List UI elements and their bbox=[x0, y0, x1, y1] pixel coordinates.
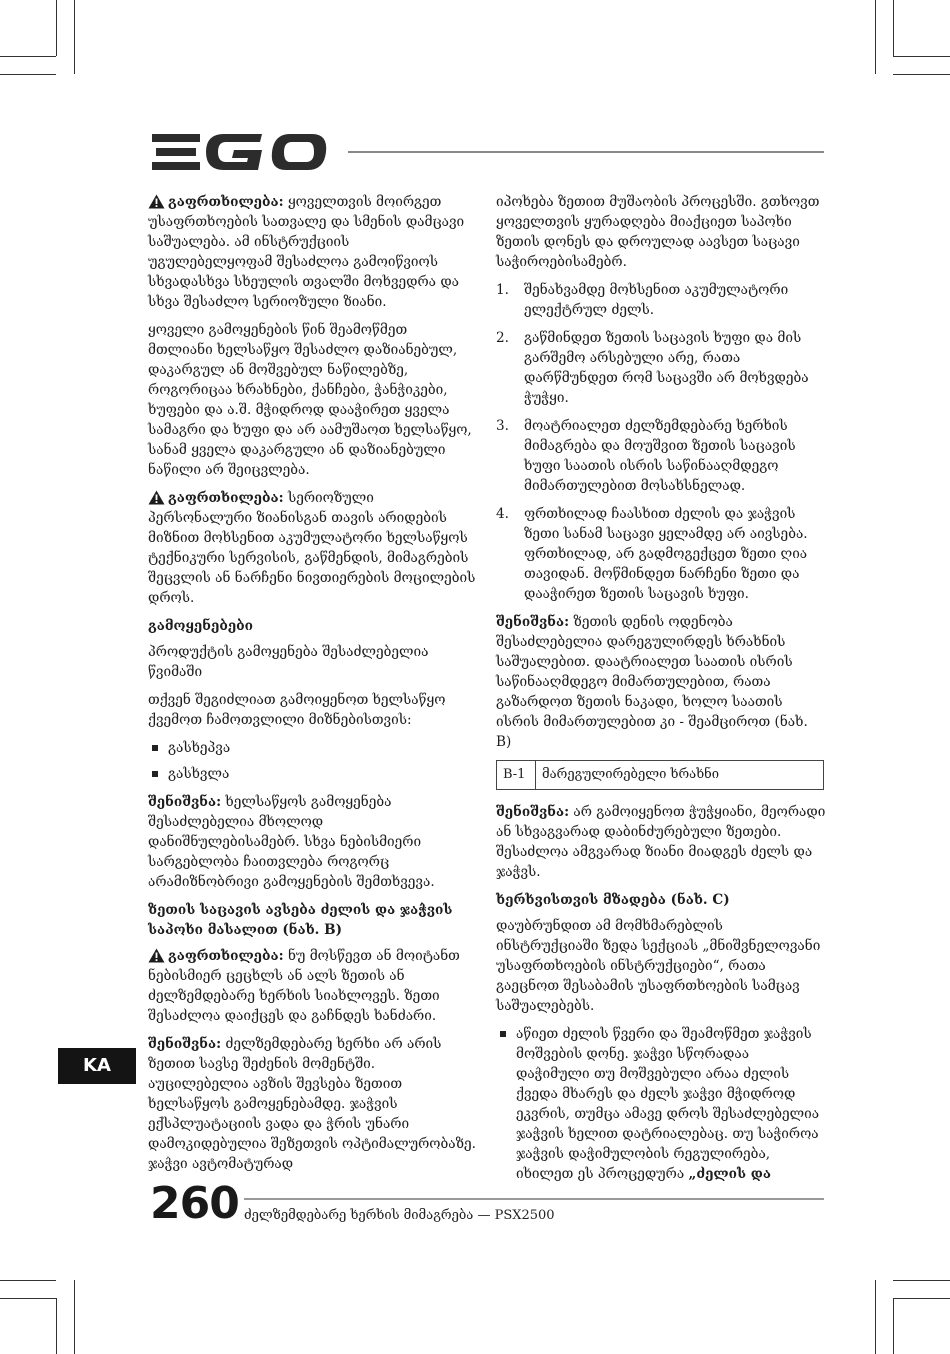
header-rule bbox=[348, 151, 824, 153]
warning-label: გაფრთხილება: bbox=[168, 194, 284, 210]
uses-paragraph: პროდუქტის გამოყენება შესაძლებელია წვიმაში bbox=[148, 644, 429, 680]
note-text: ზეთის დენის ოდენობა შესაძლებელია დარეგულირდეს ხრახნის საშუალებით. დაატრიალეთ საათის ისრის საწინააღმდეგო მიმართულებით, რათა გაზარდოთ ზეთის ნაკადი, ხოლო საათის ისრის მიმართულებით კი - შეამციროთ (ნახ. B) bbox=[496, 614, 808, 750]
prep-paragraph: დაუბრუნდით ამ მომხმარებლის ინსტრუქციაში ზედა სექციას „მნიშვნელოვანი უსაფრთხოების ინსტრუქციები“, რათა გაეცნოთ შესაბამის უსაფრთხოების სამცავ საშუალებებს. bbox=[496, 918, 821, 1014]
reference-label: მარეგულირებელი ხრახნი bbox=[536, 761, 824, 790]
logo-e-bar bbox=[156, 148, 196, 156]
note-label: შენიშვნა: bbox=[148, 1036, 222, 1052]
warning-icon bbox=[148, 194, 165, 209]
crop-mark bbox=[56, 1298, 57, 1354]
note-label: შენიშვნა: bbox=[496, 804, 570, 820]
page-number: 260 bbox=[150, 1178, 239, 1229]
ego-logo bbox=[150, 132, 330, 172]
warning-label: გაფრთხილება: bbox=[168, 948, 284, 964]
step-item bbox=[496, 280, 826, 320]
logo-e-bar bbox=[152, 162, 200, 170]
steps-list bbox=[496, 280, 826, 604]
logo-o bbox=[272, 134, 326, 170]
warning-text: ყოველთვის მოირგეთ უსაფრთხოების სათვალე და სმენის დამცავი საშუალება. ამ ინსტრუქციის უგულებელყოფამ შესაძლოა გამოიწვიოს სხვადასხვა სხეულის თვალში მოხვედრა და სხვა შესაძლო სერიოზული ზიანი. bbox=[148, 194, 465, 310]
note-paragraph bbox=[496, 802, 826, 882]
note-paragraph bbox=[148, 792, 476, 892]
warning-icon bbox=[148, 948, 165, 963]
prep-item-text: აწიეთ ძელის წვერი და შეამოწმეთ ჯაჭვის მოშვების დონე. ჯაჭვი სწორადაა დაჭიმული თუ მოშვებული არაა ძელის ქვედა მხარეს და ძელს ჯაჭვი მჭიდროდ ეკვრის, თუმცა ამავე დროს შესაძლებელია ჯაჭვის ხელით დატრიალებაც. თუ საჭიროა ჯაჭვის დაჭიმულობის რეგულირება, იხილეთ ეს პროცედურა bbox=[516, 1026, 820, 1182]
note-text: არ გამოიყენოთ ჭუჭყიანი, მეორადი ან სხვაგვარად დაბინძურებული ზეთები. შესაძლოა ამგვარად ზიანი მიადგეს ძელს და ჯაჭვს. bbox=[496, 804, 826, 880]
inspection-paragraph: ყოველი გამოყენების წინ შეამოწმეთ მთლიანი ხელსაწყო შესაძლო დაზიანებულ, დაკარგულ ან მოშვებულ ნაწილებზე, როგორიცაა ხრახნები, ქანჩები, ჭანჭიკები, ხუფები და ა.შ. მჭიდროდ დააჭირეთ ყველა სამაგრი და ხუფი და არ აამუშაოთ ხელსაწყო, სანამ ყველა დაკარგული ან დაზიანებული ნაწილი არ შეიცვლება. bbox=[148, 322, 472, 478]
crop-mark bbox=[0, 74, 56, 75]
table-row bbox=[497, 761, 824, 790]
note-text: ძელზემდებარე ხერხი არ არის ზეთით სავსე შეძენის მომენტში. აუცილებელია ავზის შევსება ზეთით ხელსაწყოს გამოყენებამდე. ჯაჭვის ექსპლუატაციის ვადა და ჭრის უნარი დამოკიდებულია შეზეთვის ოპტიმალურობაზე. ჯაჭვი ავტომატურად bbox=[148, 1036, 476, 1172]
crop-mark bbox=[893, 1280, 950, 1281]
crop-mark bbox=[875, 1280, 876, 1354]
crop-mark bbox=[893, 1298, 950, 1299]
warning-icon bbox=[148, 490, 165, 505]
note-paragraph bbox=[496, 612, 826, 752]
left-column bbox=[148, 192, 476, 1182]
uses-heading: გამოყენებები bbox=[148, 618, 254, 634]
step-text: შენახვამდე მოხსენით აკუმულატორი ელექტრულ ძელს. bbox=[524, 282, 789, 318]
prep-heading: ხერხვისთვის მზადება (ნახ. C) bbox=[496, 892, 730, 908]
step-item bbox=[496, 328, 826, 408]
intro-paragraph: იპოხება ზეთით მუშაობის პროცესში. გთხოვთ ყოველთვის ყურადღება მიაქციეთ საპოხი ზეთის დონეს და დროულად აავსეთ საცავი საჭიროებისამებრ. bbox=[496, 194, 820, 270]
note-label: შენიშვნა: bbox=[148, 794, 222, 810]
crop-mark bbox=[893, 1298, 894, 1354]
step-text: გაწმინდეთ ზეთის საცავის ხუფი და მის გარშემო არსებული არე, რათა დარწმუნდეთ რომ საცავში არ მოხვდება ჭუჭყი. bbox=[524, 330, 809, 406]
footer-text: ძელზემდებარე ხერხის მიმაგრება — PSX2500 bbox=[244, 1208, 555, 1223]
crop-mark bbox=[56, 0, 57, 56]
note-text: ხელსაწყოს გამოყენება შესაძლებელია მხოლოდ დანიშნულებისამებრ. სხვა ნებისმიერი სარგებლობა ჩაითვლება როგორც არამიზნობრივი გამოყენების შემთხვევა. bbox=[148, 794, 435, 890]
step-text: მოატრიალეთ ძელზემდებარე ხერხის მიმაგრება და მოუშვით ზეთის საცავის ხუფი საათის ისრის საწინააღმდეგო მიმართულებით მოსახსნელად. bbox=[524, 418, 796, 494]
warning-label: გაფრთხილება: bbox=[168, 490, 284, 506]
list-item: გასხვლა bbox=[148, 764, 476, 784]
note-label: შენიშვნა: bbox=[496, 614, 570, 630]
prep-item-bold: „ძელის და bbox=[688, 1166, 771, 1182]
crop-mark bbox=[74, 1280, 75, 1354]
crop-mark bbox=[74, 0, 75, 74]
crop-mark bbox=[893, 0, 894, 56]
list-item bbox=[496, 1024, 826, 1184]
oil-heading: ზეთის საცავის ავსება ძელის და ჯაჭვის საპოხი მასალით (ნახ. B) bbox=[148, 902, 453, 938]
step-number: 1. bbox=[496, 282, 509, 298]
warning-paragraph bbox=[148, 192, 476, 312]
warning-paragraph bbox=[148, 946, 476, 1026]
crop-mark bbox=[875, 0, 876, 74]
warning-text: ნუ მოსწევთ ან მოიტანთ ნებისმიერ ცეცხლს ან ალს ზეთის ან ძელზემდებარე ხერხის სიახლოვეს. ზეთი შესაძლოა დაიქცეს და გაჩნდეს ხანძარი. bbox=[148, 948, 460, 1024]
uses-paragraph: თქვენ შეგიძლიათ გამოიყენოთ ხელსაწყო ქვემოთ ჩამოთვლილი მიზნებისთვის: bbox=[148, 692, 446, 728]
crop-mark bbox=[0, 1298, 56, 1299]
crop-mark bbox=[0, 56, 56, 57]
step-item bbox=[496, 504, 826, 604]
logo-e-bar bbox=[152, 134, 200, 142]
crop-mark bbox=[0, 1280, 56, 1281]
step-text: ფრთხილად ჩაასხით ძელის და ჯაჭვის ზეთი სანამ საცავი ყელამდე არ აივსება. ფრთხილად, არ გადმოგექცეთ ზეთი ღია თავიდან. მოწმინდეთ ნარჩენი ზეთი და დააჭირეთ ზეთის საცავის ხუფი. bbox=[524, 506, 808, 602]
logo-g bbox=[206, 134, 262, 170]
step-number: 4. bbox=[496, 506, 509, 522]
list-item: გასხეპვა bbox=[148, 738, 476, 758]
prep-list bbox=[496, 1024, 826, 1184]
warning-text: სერიოზული პერსონალური ზიანისგან თავის არიდების მიზნით მოხსენით აკუმულატორი ხელსაწყოს ტექნიკური სერვისის, გაწმენდის, მიმაგრების შეცვლის ან ნარჩენი ნივთიერების მოცილების დროს. bbox=[148, 490, 476, 606]
note-paragraph bbox=[148, 1034, 476, 1174]
crop-mark bbox=[893, 56, 950, 57]
step-item bbox=[496, 416, 826, 496]
step-number: 2. bbox=[496, 330, 509, 346]
reference-table bbox=[496, 760, 824, 790]
step-number: 3. bbox=[496, 418, 509, 434]
warning-paragraph bbox=[148, 488, 476, 608]
language-tab: KA bbox=[58, 1048, 136, 1084]
reference-code: B-1 bbox=[497, 761, 536, 790]
footer-rule bbox=[244, 1198, 824, 1200]
right-column bbox=[496, 192, 826, 1192]
crop-mark bbox=[893, 74, 950, 75]
uses-list bbox=[148, 738, 476, 784]
